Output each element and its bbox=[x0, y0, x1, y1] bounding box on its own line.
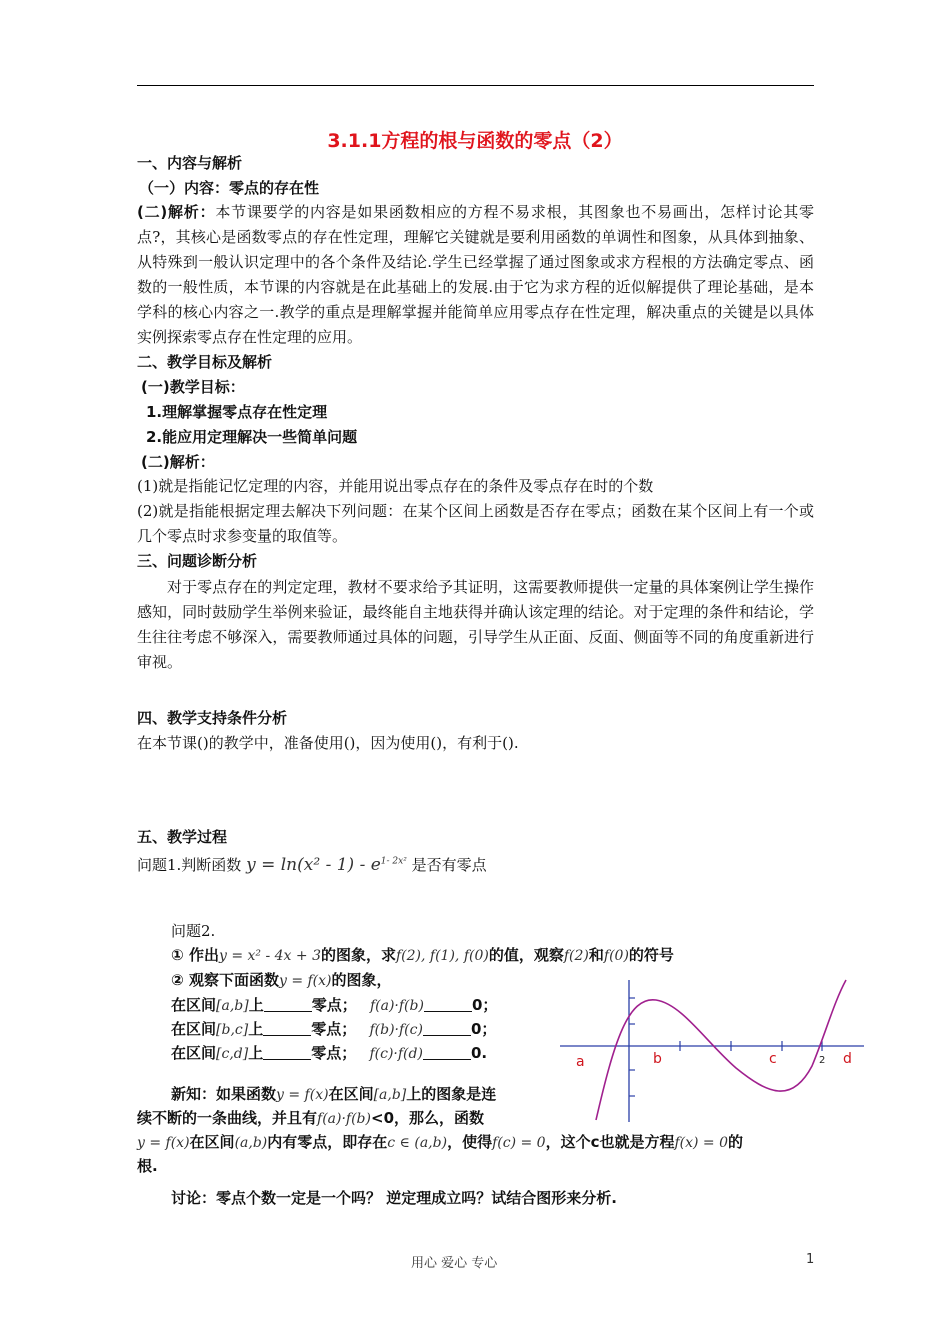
nk-text-8: ，这个c也就是方程 bbox=[545, 1133, 675, 1151]
section-1-heading: 一、内容与解析 bbox=[137, 154, 243, 172]
nk-text-2: 上的图象是连 bbox=[406, 1085, 497, 1103]
interval-range: [a,b] bbox=[216, 998, 249, 1014]
interval-row bbox=[171, 994, 497, 1015]
interval-zero-text: 零点； bbox=[311, 996, 357, 1014]
q1-formula-main: y = ln(x² - 1) - e bbox=[246, 855, 381, 875]
blank-field bbox=[263, 1045, 311, 1060]
item-1-math-1: y = x² - 4x + 3 bbox=[218, 948, 321, 964]
blank-field bbox=[423, 1021, 471, 1036]
item-1-text-4: 和 bbox=[588, 946, 604, 964]
interval-end: 0. bbox=[470, 1044, 488, 1062]
interval-pre: 在区间 bbox=[171, 996, 217, 1014]
goal-label: (一)教学目标： bbox=[141, 378, 245, 396]
item-1-text-5: 的符号 bbox=[628, 946, 674, 964]
label-c: c bbox=[769, 1051, 777, 1067]
section-4-heading: 四、教学支持条件分析 bbox=[137, 709, 288, 727]
interval-zero-text: 零点； bbox=[311, 1044, 357, 1062]
item-2-math: y = f(x) bbox=[278, 973, 332, 989]
interval-range: [b,c] bbox=[216, 1022, 249, 1038]
q1-suffix: 是否有零点 bbox=[411, 856, 487, 874]
interval-pre: 在区间 bbox=[171, 1044, 217, 1062]
discussion: 讨论：零点个数一定是一个吗？ 逆定理成立吗？试结合图形来分析. bbox=[171, 1189, 617, 1207]
q2-item-2 bbox=[171, 969, 392, 990]
nk-text-5: 在区间 bbox=[189, 1133, 235, 1151]
section-3-heading: 三、问题诊断分析 bbox=[137, 552, 258, 570]
item-1-math-4: f(0) bbox=[603, 948, 629, 964]
function-curve bbox=[596, 980, 846, 1120]
new-knowledge-line-2 bbox=[137, 1107, 484, 1128]
function-graph bbox=[556, 972, 868, 1124]
new-knowledge-line-4: 根. bbox=[137, 1157, 158, 1175]
item-1-text-2: 的图象，求 bbox=[320, 946, 396, 964]
interval-range: [c,d] bbox=[216, 1046, 249, 1062]
analysis-paragraph bbox=[137, 200, 814, 350]
item-2-number: ② bbox=[171, 971, 184, 989]
blank-field bbox=[423, 1045, 471, 1060]
goal-analysis-1: (1)就是指能记忆定理的内容，并能用说出零点存在的条件及零点存在时的个数 bbox=[137, 477, 654, 495]
blank-field bbox=[264, 997, 312, 1012]
item-1-math-3: f(2) bbox=[563, 948, 589, 964]
section-2-heading: 二、教学目标及解析 bbox=[137, 353, 273, 371]
nk-text-9: 的 bbox=[728, 1133, 744, 1151]
item-1-text-1: 作出 bbox=[188, 946, 219, 964]
analysis-label: (二)解析： bbox=[137, 203, 216, 221]
interval-mid: 上 bbox=[248, 1020, 264, 1038]
label-2: 2 bbox=[819, 1055, 826, 1066]
new-knowledge-line-1 bbox=[171, 1083, 496, 1104]
nk-label: 新知：如果函数 bbox=[171, 1085, 277, 1103]
item-2-text-1: 观察下面函数 bbox=[188, 971, 279, 989]
q1-formula bbox=[246, 855, 407, 875]
nk-math-8: f(x) = 0 bbox=[674, 1135, 729, 1151]
q2-item-1 bbox=[171, 944, 674, 965]
nk-math-6: c ∈ (a,b) bbox=[387, 1135, 448, 1151]
section-5-heading: 五、教学过程 bbox=[137, 828, 228, 846]
interval-row bbox=[171, 1042, 487, 1063]
nk-text-4: <0，那么，函数 bbox=[371, 1109, 485, 1127]
header-rule bbox=[137, 85, 814, 86]
item-1-math-2: f(2), f(1), f(0) bbox=[396, 948, 489, 964]
nk-math-1: y = f(x) bbox=[276, 1087, 329, 1103]
blank-field bbox=[424, 997, 472, 1012]
footer-motto: 用心 爱心 专心 bbox=[411, 1256, 498, 1271]
item-2-text-2: 的图象， bbox=[331, 971, 392, 989]
q1-formula-exponent: 1- 2x² bbox=[380, 856, 407, 867]
interval-product: f(a)·f(b) bbox=[369, 998, 424, 1014]
interval-end: 0； bbox=[471, 996, 498, 1014]
interval-mid: 上 bbox=[248, 1044, 264, 1062]
nk-text-6: 内有零点，即存在 bbox=[267, 1133, 388, 1151]
interval-product: f(b)·f(c) bbox=[369, 1022, 423, 1038]
interval-pre: 在区间 bbox=[171, 1020, 217, 1038]
q1-prefix: 问题1.判断函数 bbox=[137, 856, 242, 874]
nk-text-7: ，使得 bbox=[447, 1133, 493, 1151]
goal-1: 1.理解掌握零点存在性定理 bbox=[146, 403, 328, 421]
diagnosis-paragraph: 对于零点存在的判定定理，教材不要求给予其证明，这需要教师提供一定量的具体案例让学生操作感知，同时鼓励学生举例来验证，最终能自主地获得并确认该定理的结论。对于定理的条件和结论，学生往往考虑不够深入，需要教师通过具体的问题，引导学生从正面、反面、侧面等不同的角度重新进行审视。 bbox=[137, 578, 814, 671]
nk-math-7: f(c) = 0 bbox=[492, 1135, 546, 1151]
nk-math-3: f(a)·f(b) bbox=[317, 1111, 371, 1127]
new-knowledge-line-3 bbox=[137, 1131, 743, 1152]
content-line: （一）内容：零点的存在性 bbox=[139, 179, 320, 197]
goal-analysis-label: (二)解析： bbox=[141, 453, 215, 471]
item-1-number: ① bbox=[171, 946, 184, 964]
label-a: a bbox=[576, 1054, 585, 1070]
question-2-label: 问题2. bbox=[171, 922, 216, 940]
page-number: 1 bbox=[806, 1252, 815, 1267]
item-1-text-3: 的值，观察 bbox=[488, 946, 564, 964]
blank-field bbox=[263, 1021, 311, 1036]
goal-2: 2.能应用定理解决一些简单问题 bbox=[146, 428, 358, 446]
nk-math-4: y = f(x) bbox=[137, 1135, 190, 1151]
support-text: 在本节课()的教学中，准备使用()，因为使用()，有利于(). bbox=[137, 734, 519, 752]
interval-zero-text: 零点； bbox=[311, 1020, 357, 1038]
label-b: b bbox=[653, 1051, 662, 1067]
nk-math-5: (a,b) bbox=[234, 1135, 268, 1151]
interval-row bbox=[171, 1018, 496, 1039]
nk-text-1: 在区间 bbox=[328, 1085, 374, 1103]
goal-analysis-2: (2)就是指能根据定理去解决下列问题：在某个区间上函数是否存在零点；函数在某个区间上有一个或几个零点时求参变量的取值等。 bbox=[137, 502, 814, 545]
question-1 bbox=[137, 854, 487, 875]
interval-product: f(c)·f(d) bbox=[369, 1046, 423, 1062]
analysis-text: 本节课要学的内容是如果函数相应的方程不易求根，其图象也不易画出，怎样讨论其零点?，其核心是函数零点的存在性定理，理解它关键就是要利用函数的单调性和图象，从具体到抽象、从特殊到一般认识定理中的各个条件及结论.学生已经掌握了通过图象或求方程根的方法确定零点、函数的一般性质，本节课的内容就是在此基础上的发展.由于它为求方程的近似解提供了理论基础，是本学科的核心内容之一.教学的重点是理解掌握并能简单应用零点存在性定理，解决重点的关键是以具体实例探索零点存在性定理的应用。 bbox=[137, 203, 814, 346]
interval-mid: 上 bbox=[248, 996, 264, 1014]
label-d: d bbox=[843, 1051, 852, 1067]
interval-end: 0； bbox=[470, 1020, 497, 1038]
nk-math-2: [a,b] bbox=[373, 1087, 407, 1103]
nk-text-3: 续不断的一条曲线，并且有 bbox=[137, 1109, 318, 1127]
page-title: 3.1.1方程的根与函数的零点（2） bbox=[327, 130, 623, 152]
